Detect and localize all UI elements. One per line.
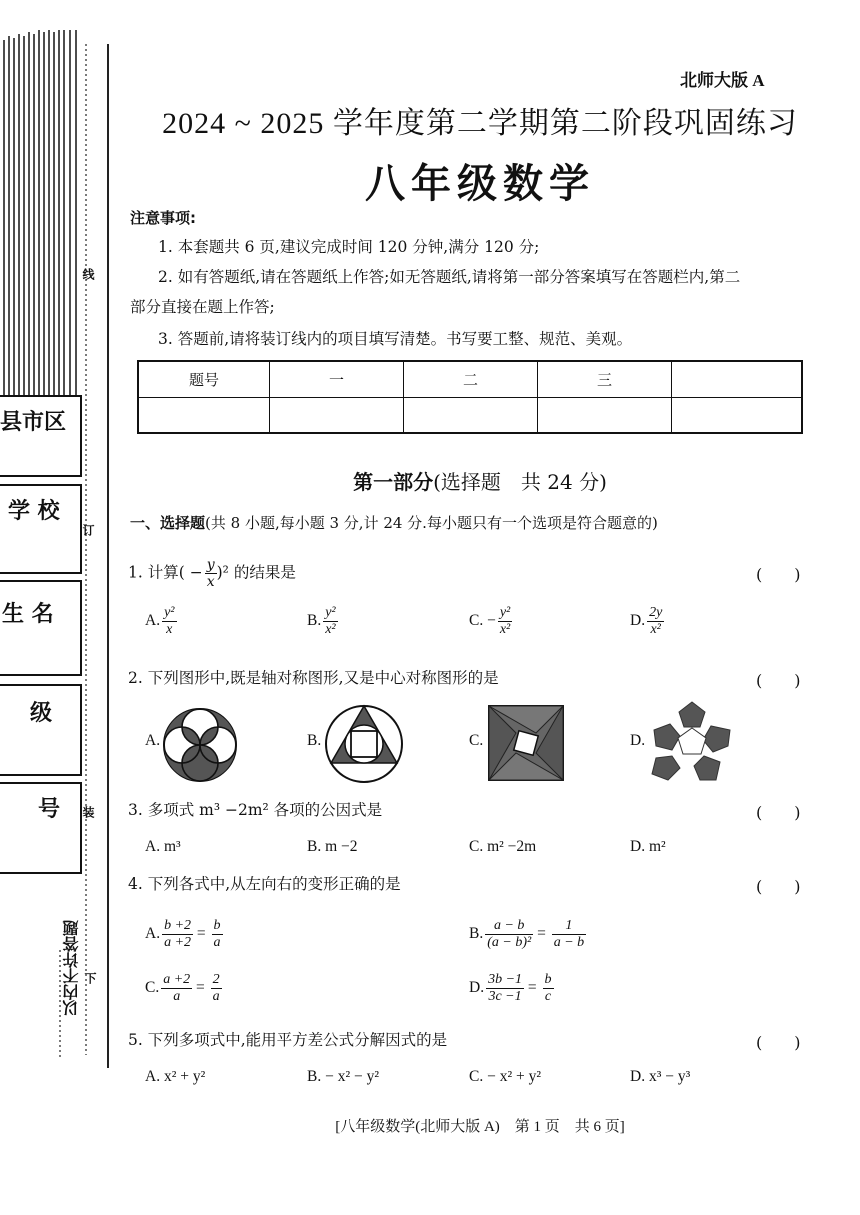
fraction-numerator: a +2	[163, 972, 191, 987]
q3-option-d[interactable]: D. m²	[630, 838, 666, 855]
edition-label: 北师大版 A	[680, 71, 765, 90]
field-label-class: 级	[30, 701, 53, 726]
option-label: C.	[145, 979, 160, 997]
fraction-denominator: c	[544, 989, 552, 1004]
fraction-denominator: x	[206, 574, 215, 590]
q4-option-a[interactable]: A. $\frac{b +2}{a +2}$ = $\frac{b}{a}$	[145, 918, 221, 950]
notes-heading: 注意事项:	[130, 209, 196, 227]
question-1-text: 1. 计算(	[128, 563, 185, 582]
page-footer: [八年级数学(北师大版 A) 第 1 页 共 6 页]	[335, 1119, 625, 1135]
fraction-numerator: b	[544, 972, 552, 987]
score-header-part-2: 二	[404, 361, 538, 397]
fraction-numerator: y²	[164, 605, 175, 620]
question-1-text-tail: )² 的结果是	[216, 563, 296, 582]
note-item-1: 1. 本套题共 6 页,建议完成时间 120 分钟,满分 120 分;	[158, 238, 540, 256]
fraction-numerator: b +2	[164, 918, 192, 933]
fraction-numerator: 3b −1	[488, 972, 523, 987]
option-label: B.	[469, 925, 484, 943]
fraction-denominator: a	[213, 935, 221, 950]
binding-mark-below: 下	[83, 972, 97, 984]
answer-paren-2[interactable]: ( )	[756, 671, 801, 690]
answer-paren-5[interactable]: ( )	[756, 1033, 801, 1052]
q2-figure-d[interactable]	[648, 700, 736, 784]
question-5-text: 5. 下列多项式中,能用平方差公式分解因式的是	[128, 1031, 448, 1049]
q3-option-c[interactable]: C. m² −2m	[469, 838, 537, 855]
fraction-denominator: x²	[650, 622, 661, 637]
answer-paren-4[interactable]: ( )	[756, 877, 801, 896]
q4-option-b[interactable]: B. $\frac{a - b}{\text{(a − b)²}}$ = $\frac{1}{a - b}$	[469, 918, 585, 950]
score-cell[interactable]	[404, 397, 538, 433]
fraction-numerator: 1	[552, 918, 586, 935]
q2-figure-c[interactable]	[488, 705, 564, 781]
part1-title	[140, 466, 820, 495]
section-heading-label: 一、选择题	[130, 514, 206, 532]
score-table	[137, 360, 803, 434]
score-header-label: 题号	[138, 361, 270, 397]
fraction-denominator: x	[166, 622, 173, 637]
q2-option-c-label[interactable]: C.	[469, 732, 484, 749]
fraction-denominator: 3c −1	[488, 989, 522, 1004]
binding-mark-line: 线	[81, 268, 95, 280]
field-box-name[interactable]	[0, 580, 82, 676]
score-cell[interactable]	[672, 397, 803, 433]
field-label-exam-number: 号	[38, 797, 61, 822]
binding-mark-bind: 装	[81, 806, 95, 818]
q1-option-b[interactable]	[307, 605, 338, 638]
fraction-denominator: (a − b)²	[487, 935, 532, 950]
q2-option-a-label[interactable]: A.	[145, 732, 161, 749]
option-label: B.	[307, 612, 322, 630]
score-header-total	[672, 361, 803, 397]
fraction-numerator: y²	[499, 605, 511, 620]
note-item-2-cont: 部分直接在题上作答;	[130, 298, 275, 316]
note-item-3: 3. 答题前,请将装订线内的项目填写清楚。书写要工整、规范、美观。	[158, 330, 633, 348]
question-1-inner-fraction	[205, 557, 217, 590]
score-header-part-3: 三	[538, 361, 672, 397]
score-cell[interactable]	[270, 397, 404, 433]
question-1-inner-sign: −	[189, 563, 203, 582]
score-cell[interactable]	[538, 397, 672, 433]
answer-paren-3[interactable]: ( )	[756, 803, 801, 822]
field-label-school: 学 校	[8, 499, 60, 524]
q5-option-c[interactable]: C. − x² + y²	[469, 1068, 541, 1085]
fraction-numerator: y	[206, 557, 215, 573]
binding-margin	[0, 0, 112, 1215]
option-label: D.	[630, 612, 646, 630]
fraction-denominator: a	[212, 989, 220, 1004]
fraction-denominator: a − b	[553, 935, 585, 950]
section-heading	[130, 512, 658, 533]
subject-title: 八年级数学	[365, 161, 595, 207]
question-4-text: 4. 下列各式中,从左向右的变形正确的是	[128, 875, 401, 893]
q2-option-b-label[interactable]: B.	[307, 732, 322, 749]
fraction-numerator: 2y	[649, 605, 663, 620]
answer-paren-1[interactable]: ( )	[756, 565, 801, 584]
q1-option-d[interactable]	[630, 605, 664, 638]
section-heading-desc: (共 8 小题,每小题 3 分,计 24 分.每小题只有一个选项是符合题意的)	[205, 514, 658, 532]
score-cell[interactable]	[138, 397, 270, 433]
q5-option-d[interactable]: D. x³ − y³	[630, 1068, 691, 1085]
score-header-part-1: 一	[270, 361, 404, 397]
q1-option-c[interactable]	[469, 605, 512, 638]
q2-option-d-label[interactable]: D.	[630, 732, 646, 749]
fraction-numerator: b	[213, 918, 221, 933]
q4-option-c[interactable]: C. $\frac{a +2}{a}$ = $\frac{2}{a}$	[145, 972, 220, 1004]
field-label-county: 县市区	[0, 410, 67, 435]
option-label: C. −	[469, 612, 496, 630]
fraction-denominator: a +2	[164, 935, 192, 950]
part1-title-main: 第一部分	[353, 470, 434, 494]
fraction-denominator: x²	[499, 622, 511, 637]
q2-figure-a[interactable]	[160, 705, 240, 785]
q5-option-a[interactable]: A. x² + y²	[145, 1068, 206, 1085]
binding-notice: 以内不许答题	[62, 920, 81, 1016]
fraction-denominator: x²	[325, 622, 336, 637]
question-1	[128, 557, 296, 590]
fraction-numerator: a − b	[485, 918, 533, 935]
exam-title: 2024 ~ 2025 学年度第二学期第二阶段巩固练习	[162, 107, 798, 140]
fraction-numerator: y²	[325, 605, 336, 620]
q4-option-d[interactable]: D. $\frac{3b -1}{3c -1}$ = $\frac{b}{c}$	[469, 972, 552, 1004]
option-label: D.	[469, 979, 485, 997]
field-label-name: 生 名	[2, 602, 54, 627]
note-item-2: 2. 如有答题纸,请在答题纸上作答;如无答题纸,请将第一部分答案填写在答题栏内,第二	[158, 268, 741, 286]
fraction-denominator: a	[173, 989, 181, 1004]
q5-option-b[interactable]: B. − x² − y²	[307, 1068, 379, 1085]
q1-option-a[interactable]	[145, 605, 177, 638]
q2-figure-b[interactable]	[322, 702, 406, 786]
binding-mark-staple: 订	[81, 524, 95, 536]
part1-title-sub: (选择题 共 24 分)	[433, 470, 607, 494]
option-label: A.	[145, 612, 161, 630]
question-2-text: 2. 下列图形中,既是轴对称图形,又是中心对称图形的是	[128, 669, 499, 687]
question-3-text: 3. 多项式 m³ −2m² 各项的公因式是	[128, 801, 383, 819]
fraction-numerator: 2	[212, 972, 220, 987]
q3-option-b[interactable]: B. m −2	[307, 838, 358, 855]
option-label: A.	[145, 925, 161, 943]
q3-option-a[interactable]: A. m³	[145, 838, 181, 855]
